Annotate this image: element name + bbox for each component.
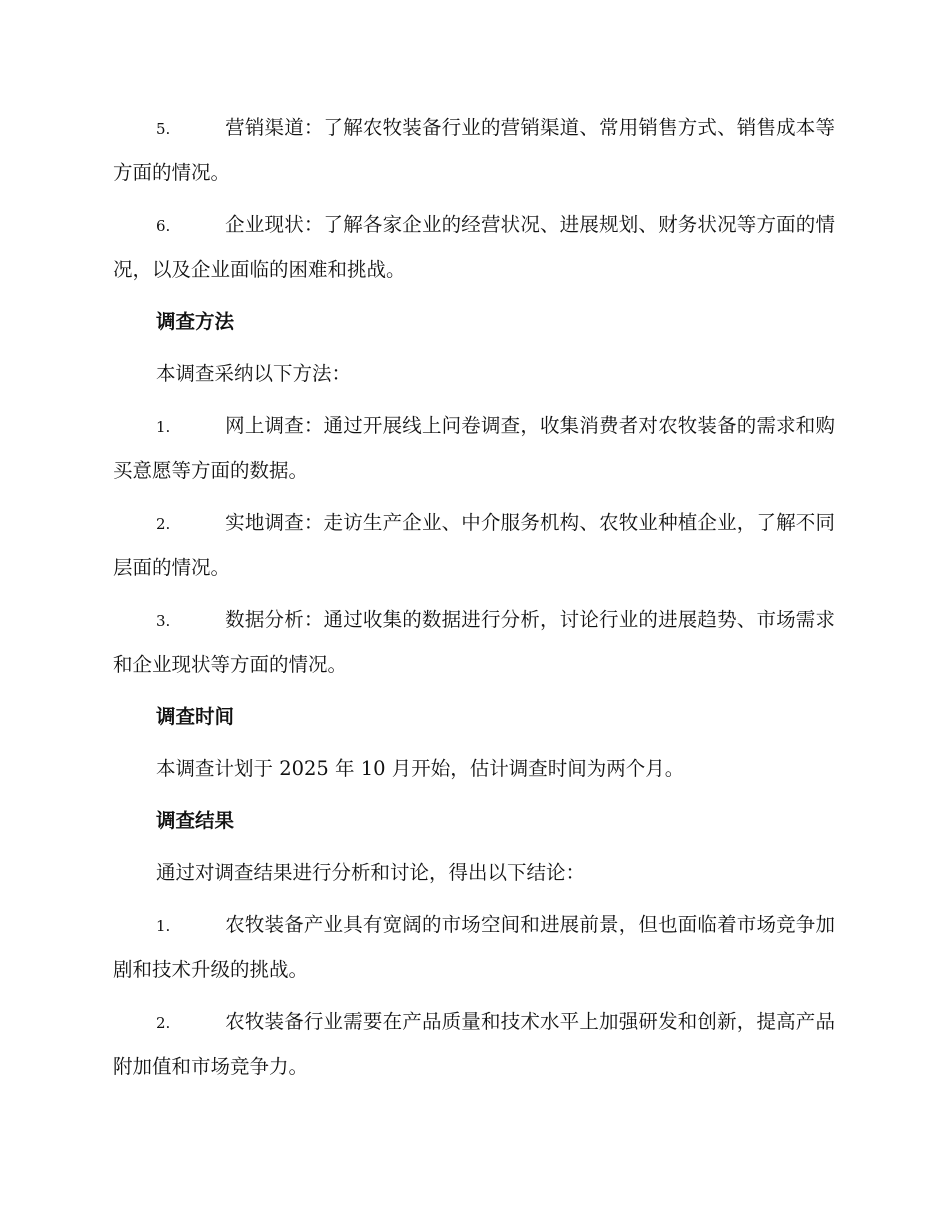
section-heading: 调查方法 — [156, 310, 235, 333]
list-number: 1. — [156, 917, 171, 935]
list-item — [113, 598, 835, 687]
list-text: 企业现状：了解各家企业的经营状况、进展规划、财务状况等方面的情况，以及企业面临的困难和挑战。 — [113, 213, 835, 281]
paragraph: 本调查采纳以下方法： — [156, 362, 352, 385]
list-number: 5. — [156, 120, 171, 138]
list-number: 2. — [156, 515, 171, 533]
paragraph: 本调查计划于 2025 年 10 月开始，估计调查时间为两个月。 — [156, 757, 685, 780]
document-body — [113, 106, 835, 1097]
list-text: 数据分析：通过收集的数据进行分析，讨论行业的进展趋势、市场需求和企业现状等方面的情况。 — [113, 608, 835, 676]
list-item — [113, 203, 835, 292]
paragraph: 通过对调查结果进行分析和讨论，得出以下结论： — [156, 861, 586, 884]
list-text: 农牧装备产业具有宽阔的市场空间和进展前景，但也面临着市场竞争加剧和技术升级的挑战。 — [113, 913, 835, 981]
list-text: 营销渠道：了解农牧装备行业的营销渠道、常用销售方式、销售成本等方面的情况。 — [113, 116, 835, 184]
list-number: 1. — [156, 418, 171, 436]
list-text: 农牧装备行业需要在产品质量和技术水平上加强研发和创新，提高产品附加值和市场竞争力。 — [113, 1010, 835, 1078]
list-text: 实地调查：走访生产企业、中介服务机构、农牧业种植企业，了解不同层面的情况。 — [113, 511, 835, 579]
list-text: 网上调查：通过开展线上问卷调查，收集消费者对农牧装备的需求和购买意愿等方面的数据。 — [113, 414, 835, 482]
list-number: 3. — [156, 612, 171, 630]
list-number: 6. — [156, 217, 171, 235]
list-item — [113, 903, 835, 992]
section-heading: 调查时间 — [156, 705, 235, 728]
list-item — [113, 404, 835, 493]
list-item — [113, 501, 835, 590]
list-item — [113, 1000, 835, 1089]
list-number: 2. — [156, 1014, 171, 1032]
section-heading: 调查结果 — [156, 809, 235, 832]
list-item — [113, 106, 835, 195]
